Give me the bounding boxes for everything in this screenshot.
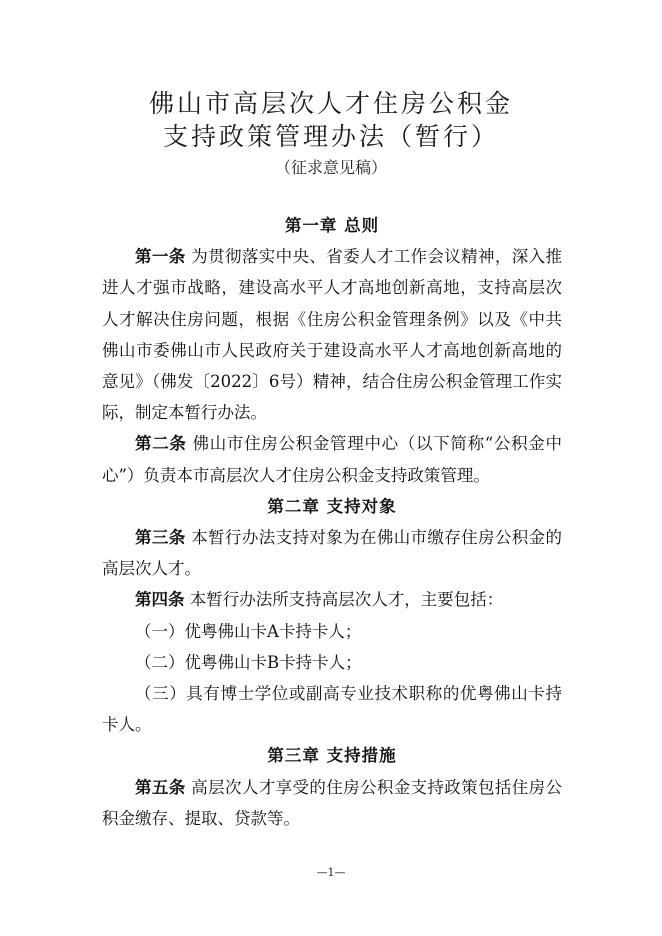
article-5-label: 第五条 [135,777,186,797]
article-3-text: 本暂行办法支持对象为在佛山市缴存住房公积金的高层次人才。 [102,528,563,579]
list-item-3: （三）具有博士学位或副高专业技术职称的优粤佛山卡持卡人。 [102,684,562,735]
article-2-text: 佛山市住房公积金管理中心（以下简称“公积金中心”）负责本市高层次人才住房公积金支持政策管理。 [102,434,562,485]
chapter-heading-2: 第二章 支持对象 [267,496,397,516]
page-number: —1— [316,866,346,879]
article-4-text: 本暂行办法所支持高层次人才，主要包括： [189,590,504,610]
article-2-label: 第二条 [135,434,187,454]
article-5-text: 高层次人才享受的住房公积金支持政策包括住房公积金缴存、提取、贷款等。 [102,777,563,828]
article-1-label: 第一条 [135,247,186,267]
article-3-label: 第三条 [135,528,186,548]
document-body [102,210,562,834]
article-4 [102,584,562,615]
article-4-label: 第四条 [135,590,185,610]
article-1-text: 为贯彻落实中央、省委人才工作会议精神，深入推进人才强市战略，建设高水平人才高地创新高地，支持高层次人才解决住房问题，根据《住房公积金管理条例》以及《中共佛山市委佛山市人民政府关于建设高水平人才高地创新高地的意见》（佛发〔2022〕6号）精神，结合住房公积金管理工作实际，制定本暂行办法。 [102,247,563,423]
article-3 [102,522,562,584]
article-1 [102,241,562,428]
document-title-line-2: 支持政策管理办法（暂行） [162,122,499,151]
document-subtitle: （征求意见稿） [274,158,387,177]
article-5 [102,772,562,834]
list-item-1: （一）优粤佛山卡A卡持卡人； [135,621,362,641]
chapter-heading-1: 第一章 总则 [284,216,380,235]
chapter-heading-3: 第三章 支持措施 [267,746,397,766]
article-2 [102,428,562,490]
document-title-line-1: 佛山市高层次人才住房公积金 [148,89,513,118]
list-item-2: （二）优粤佛山卡B卡持卡人； [135,652,362,672]
